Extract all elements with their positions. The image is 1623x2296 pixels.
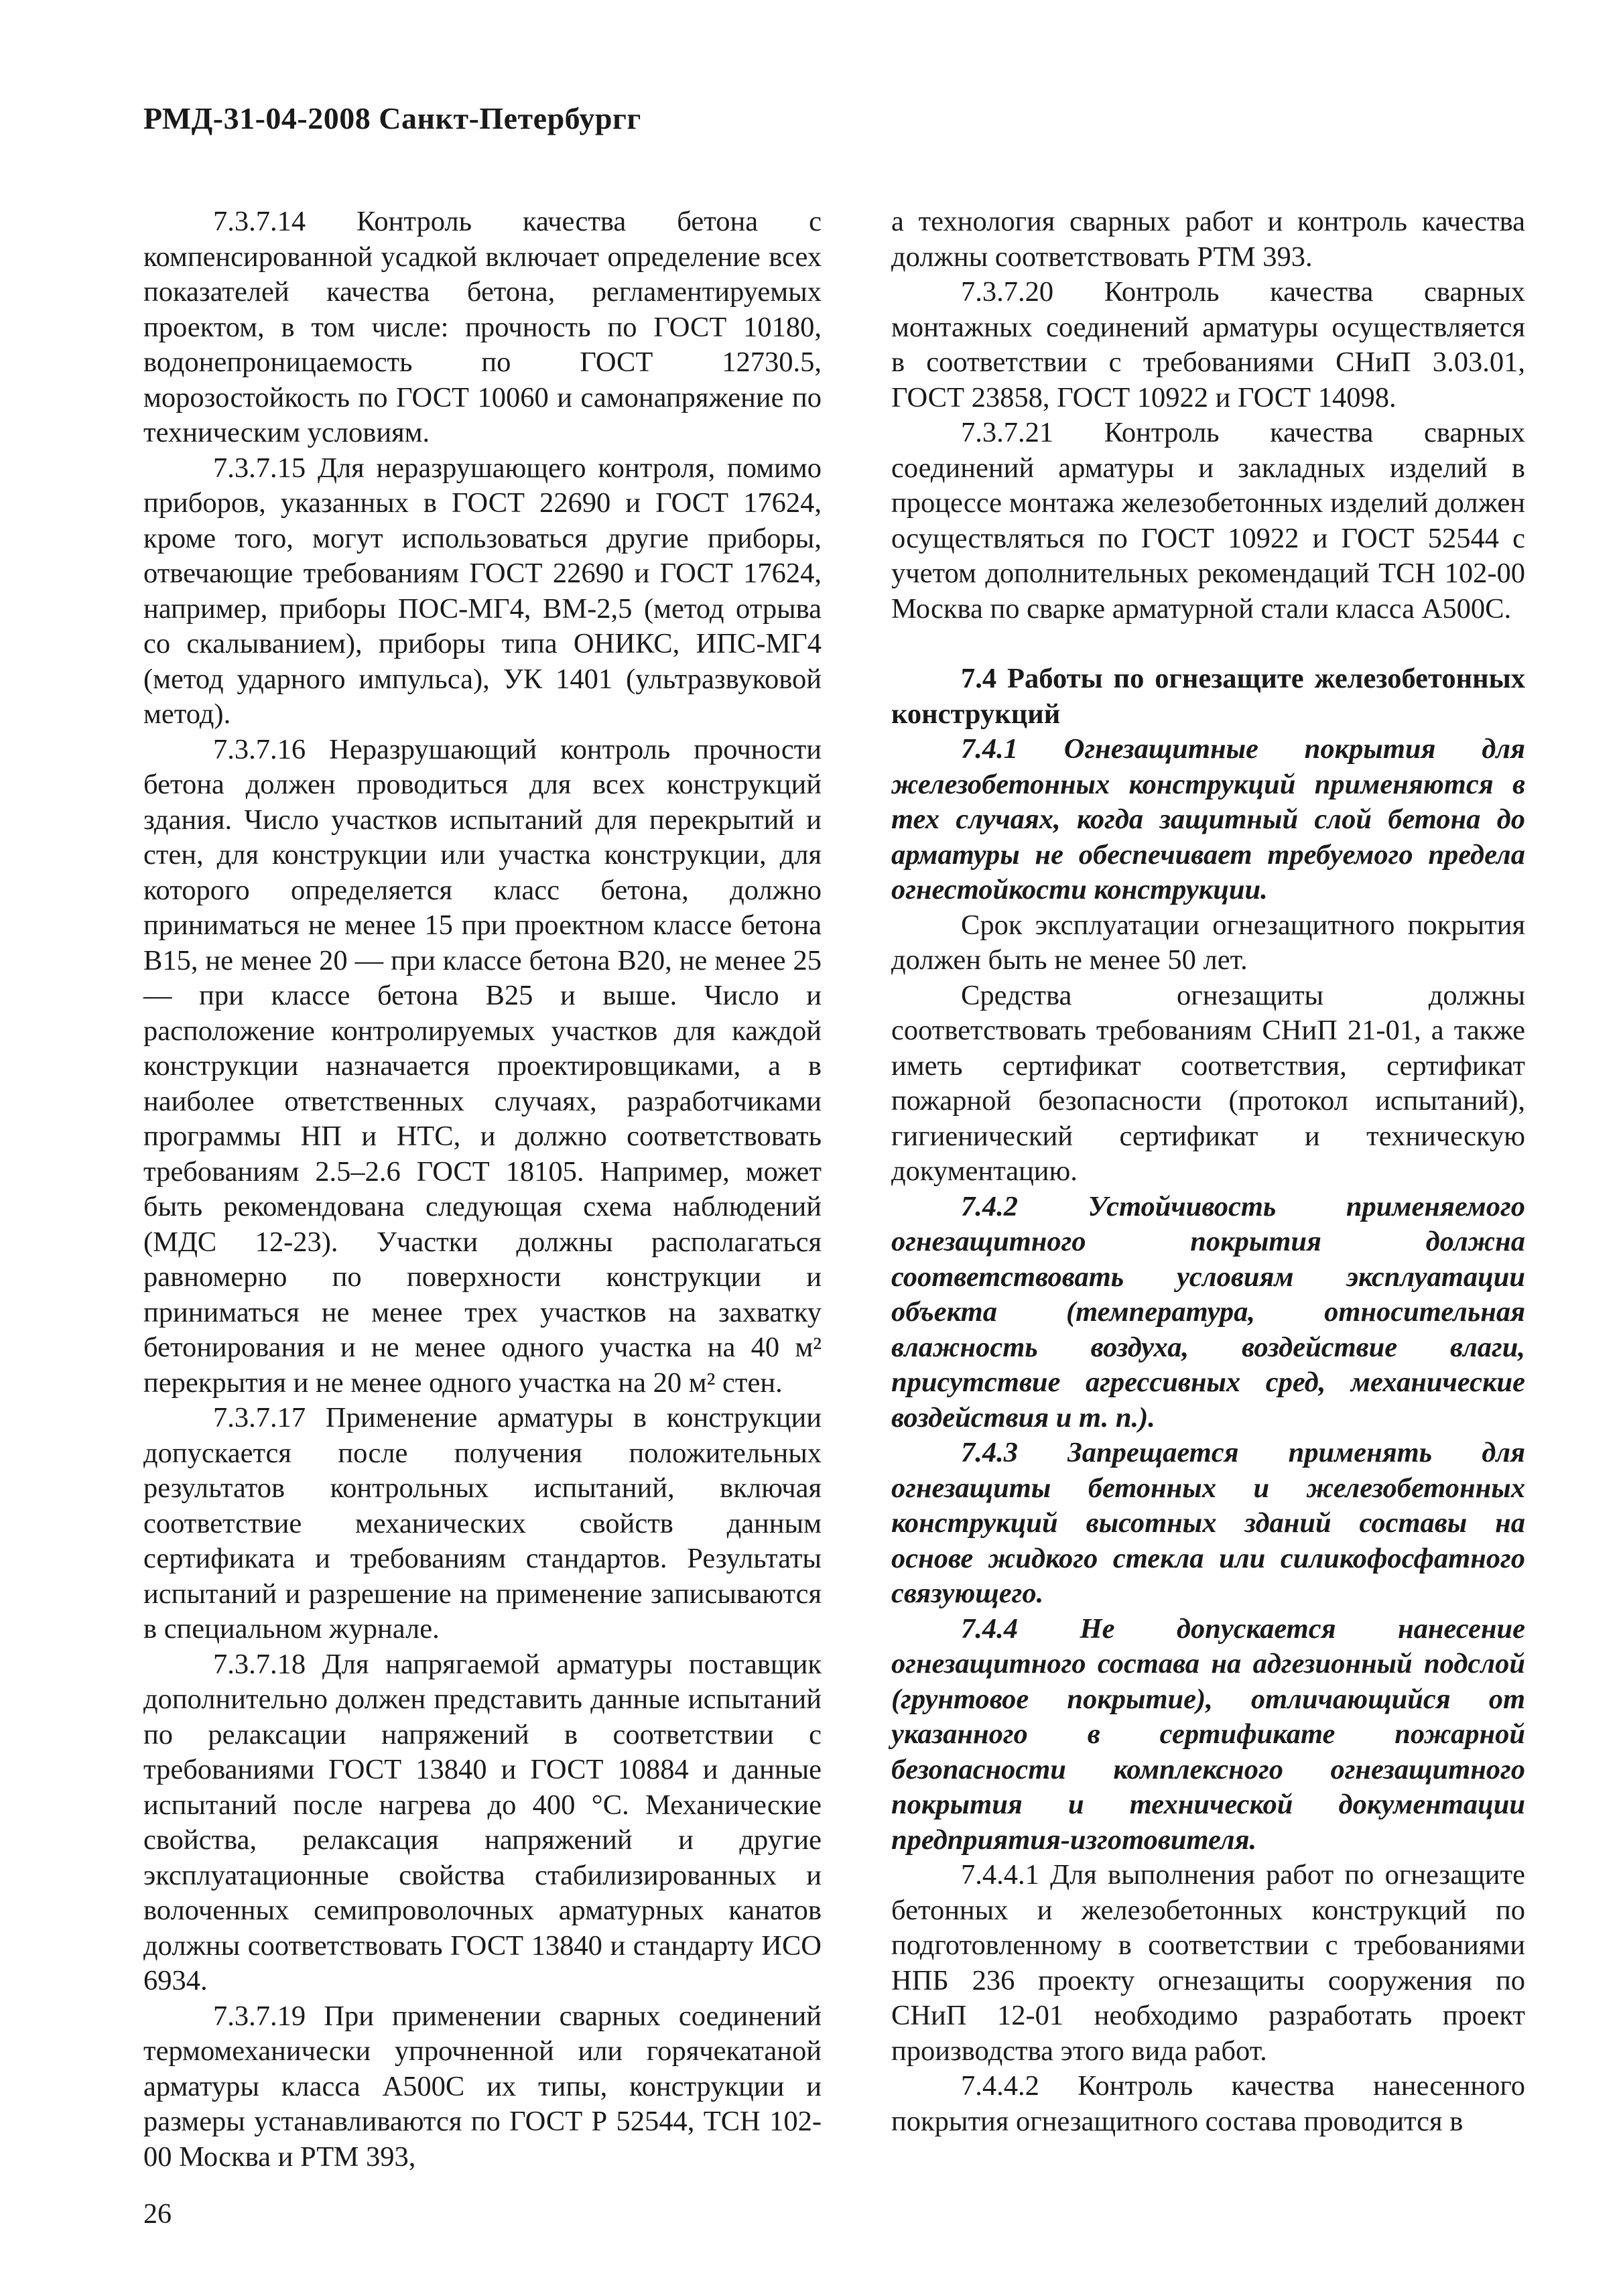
right-column — [891, 204, 1525, 2139]
paragraph-7-3-7-19: 7.3.7.19 При применении сварных соединений термомеханически упрочненной или горячекатаной арматуры класса А500С их типы, конструкции и размеры устанавливаются по ГОСТ Р 52544, ТСН 102-00 Москва и РТМ 393, — [143, 2000, 822, 2173]
running-header: РМД-31-04-2008 Санкт-Петербургг — [143, 101, 641, 135]
paragraph-7-4-4: 7.4.4 Не допускается нанесение огнезащитного состава на адгезионный подслой (грунтовое покрытие), отличающийся от указанного в сертификате пожарной безопасности комплексного огнезащитного покрытия и технической документации предприятия-изготовителя. — [891, 1612, 1525, 1856]
paragraph-7-3-7-18: 7.3.7.18 Для напрягаемой арматуры поставщик дополнительно должен представить данные испытаний по релаксации напряжений в соответствии с требованиями ГОСТ 13840 и ГОСТ 10884 и данные испытаний после нагрева до 400 °С. Механические свойства, релаксация напряжений и другие эксплуатационные свойства стабилизированных и волоченных семипроволочных арматурных канатов должны соответствовать ГОСТ 13840 и стандарту ИСО 6934. — [143, 1648, 822, 1996]
left-column — [143, 204, 822, 2175]
paragraph-7-4-3: 7.4.3 Запрещается применять для огнезащиты бетонных и железобетонных конструкций высотных зданий составы на основе жидкого стекла или силикофосфатного связующего. — [891, 1437, 1525, 1609]
paragraph-7-3-7-21: 7.3.7.21 Контроль качества сварных соединений арматуры и закладных изделий в процессе монтажа железобетонных изделий должен осуществляться по ГОСТ 10922 и ГОСТ 52544 с учетом дополнительных рекомендаций ТСН 102-00 Москва по сварке арматурной стали класса А500С. — [891, 417, 1525, 625]
paragraph-continuation: а технология сварных работ и контроль качества должны соответствовать РТМ 393. — [891, 206, 1525, 273]
paragraph-service-life: Срок эксплуатации огнезащитного покрытия должен быть не менее 50 лет. — [891, 909, 1525, 976]
paragraph-7-4-2: 7.4.2 Устойчивость применяемого огнезащитного покрытия должна соответствовать условиям эксплуатации объекта (температура, относительная влажность воздуха, воздействие влаги, присутствие агрессивных сред, механические воздействия и т. п.). — [891, 1190, 1525, 1433]
paragraph-7-3-7-20: 7.3.7.20 Контроль качества сварных монтажных соединений арматуры осуществляется в соответствии с требованиями СНиП 3.03.01, ГОСТ 23858, ГОСТ 10922 и ГОСТ 14098. — [891, 276, 1525, 413]
paragraph-7-3-7-15: 7.3.7.15 Для неразрушающего контроля, помимо приборов, указанных в ГОСТ 22690 и ГОСТ 17624, кроме того, могут использоваться другие приборы, отвечающие требованиям ГОСТ 22690 и ГОСТ 17624, например, приборы ПОС-МГ4, ВМ-2,5 (метод отрыва со скалыванием), приборы типа ОНИКС, ИПС-МГ4 (метод ударного импульса), УК 1401 (ультразвуковой метод). — [143, 452, 822, 730]
paragraph-7-4-1: 7.4.1 Огнезащитные покрытия для железобетонных конструкций применяются в тех случаях, когда защитный слой бетона до арматуры не обеспечивает требуемого предела огнестойкости конструкции. — [891, 733, 1525, 905]
paragraph-7-3-7-17: 7.3.7.17 Применение арматуры в конструкции допускается после получения положительных результатов контрольных испытаний, включая соответствие механических свойств данным сертификата и требованиям стандартов. Результаты испытаний и разрешение на применение записываются в специальном журнале. — [143, 1402, 822, 1645]
paragraph-7-4-4-2: 7.4.4.2 Контроль качества нанесенного покрытия огнезащитного состава проводится в — [891, 2070, 1525, 2137]
paragraph-fire-protection-means: Средства огнезащиты должны соответствовать требованиям СНиП 21-01, а также иметь сертификат соответствия, сертификат пожарной безопасности (протокол испытаний), гигиенический сертификат и техническую документацию. — [891, 979, 1525, 1187]
paragraph-7-3-7-16: 7.3.7.16 Неразрушающий контроль прочности бетона должен проводиться для всех конструкций здания. Число участков испытаний для перекрытий и стен, для конструкции или участка конструкции, для которого определяется класс бетона, должно приниматься не менее 15 при проектном классе бетона В15, не менее 20 — при классе бетона В20, не менее 25 — при классе бетона В25 и выше. Число и расположение контролируемых участков для каждой конструкции назначается проектировщиками, а в наиболее ответственных случаях, разработчиками программы НП и НТС, и должно соответствовать требованиям 2.5–2.6 ГОСТ 18105. Например, может быть рекомендована следующая схема наблюдений (МДС 12-23). Участки должны располагаться равномерно по поверхности конструкции и приниматься не менее трех участков на захватку бетонирования и не менее одного участка на 40 м² перекрытия и не менее одного участка на 20 м² стен. — [143, 733, 822, 1399]
paragraph-7-4-4-1: 7.4.4.1 Для выполнения работ по огнезащите бетонных и железобетонных конструкций по подготовленному в соответствии с требованиями НПБ 236 проекту огнезащиты сооружения по СНиП 12-01 необходимо разработать проект производства этого вида работ. — [891, 1859, 1525, 2067]
page-number: 26 — [143, 2199, 172, 2230]
section-heading-7-4: 7.4 Работы по огнезащите железобетонных конструкций — [891, 663, 1525, 730]
paragraph-7-3-7-14: 7.3.7.14 Контроль качества бетона с компенсированной усадкой включает определение всех показателей качества бетона, регламентируемых проектом, в том числе: прочность по ГОСТ 10180, водонепроницаемость по ГОСТ 12730.5, морозостойкость по ГОСТ 10060 и самонапряжение по техническим условиям. — [143, 206, 822, 448]
